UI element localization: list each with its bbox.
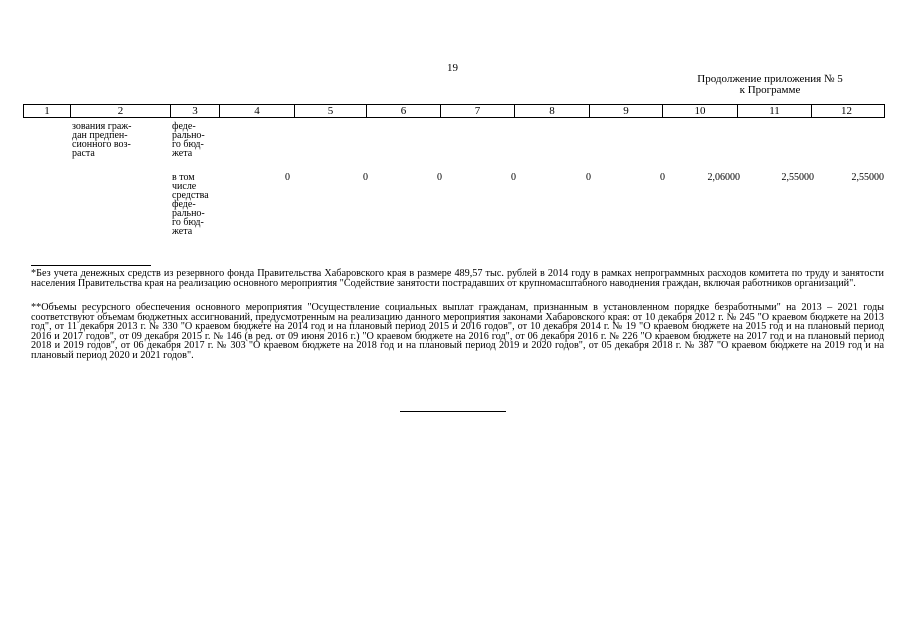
header-col-9: 9 [589, 105, 662, 117]
value-col-6: 0 [437, 172, 442, 183]
table-header-row [23, 104, 885, 118]
appendix-line-2: к Программе [739, 84, 801, 96]
page-number: 19 [447, 62, 458, 74]
value-col-7: 0 [511, 172, 516, 183]
appendix-note [670, 74, 870, 96]
value-col-4: 0 [285, 172, 290, 183]
row-col2-text: зования граж- дан предпен- сионного воз- раста [72, 121, 132, 159]
value-col-9: 0 [660, 172, 665, 183]
footnote-separator [31, 265, 151, 266]
header-col-4: 4 [219, 105, 294, 117]
header-col-7: 7 [440, 105, 514, 117]
value-col-12: 2,55000 [851, 172, 884, 183]
header-col-6: 6 [366, 105, 440, 117]
value-col-10: 2,06000 [707, 172, 740, 183]
header-col-3: 3 [170, 105, 219, 117]
header-col-11: 11 [737, 105, 811, 117]
footnote-1: *Без учета денежных средств из резервного фонда Правительства Хабаровского края в размере 489,57 тыс. рублей в 2014 году в рамках непрограммных расходов комитета по труду и занятости населения Правительства края на реализацию основного мероприятия "Содействие занятости пострадавших от крупномасштабного наводнения граждан, включая работников организаций". [31, 268, 884, 289]
value-col-5: 0 [363, 172, 368, 183]
subtotal-col3-text: в том числе средства феде- рально- го бюд- жета [172, 172, 209, 237]
header-col-2: 2 [70, 105, 170, 117]
footnote-2: **Объемы ресурсного обеспечения основного мероприятия "Осуществление социальных выплат гражданам, признанным в установленном порядке безработными" на 2013 – 2021 годы соответствуют объемам бюджетных ассигнований, предусмотренным на реализацию данного мероприятия законами Хабаровского края: от 10 декабря 2012 г. № 245 "О краевом бюджете на 2013 год", от 11 декабря 2013 г. № 330 "О краевом бюджете на 2014 год и на плановый период 2015 и 2016 годов", от 10 декабря 2014 г. № 19 "О краевом бюджете на 2015 год и на плановый период 2016 и 2017 годов", от 09 декабря 2015 г. № 146 (в ред. от 09 июня 2016 г.) "О краевом бюджете на 2016 год", от 06 декабря 2016 г. № 226 "О краевом бюджете на 2017 год и на плановый период 2018 и 2019 годов", от 06 декабря 2017 г. № 303 "О краевом бюджете на 2018 год и на плановый период 2019 и 2020 годов", от 05 декабря 2018 г. № 387 "О краевом бюджете на 2019 год и на плановый период 2020 и 2021 годов". [31, 302, 884, 361]
value-col-8: 0 [586, 172, 591, 183]
header-col-12: 12 [811, 105, 881, 117]
value-col-11: 2,55000 [781, 172, 814, 183]
header-col-5: 5 [294, 105, 366, 117]
appendix-line-1: Продолжение приложения № 5 [697, 73, 843, 85]
header-col-8: 8 [514, 105, 589, 117]
row-col3-text: феде- рально- го бюд- жета [172, 121, 205, 159]
end-separator [400, 411, 506, 412]
header-col-1: 1 [44, 105, 50, 117]
header-col-10: 10 [662, 105, 737, 117]
